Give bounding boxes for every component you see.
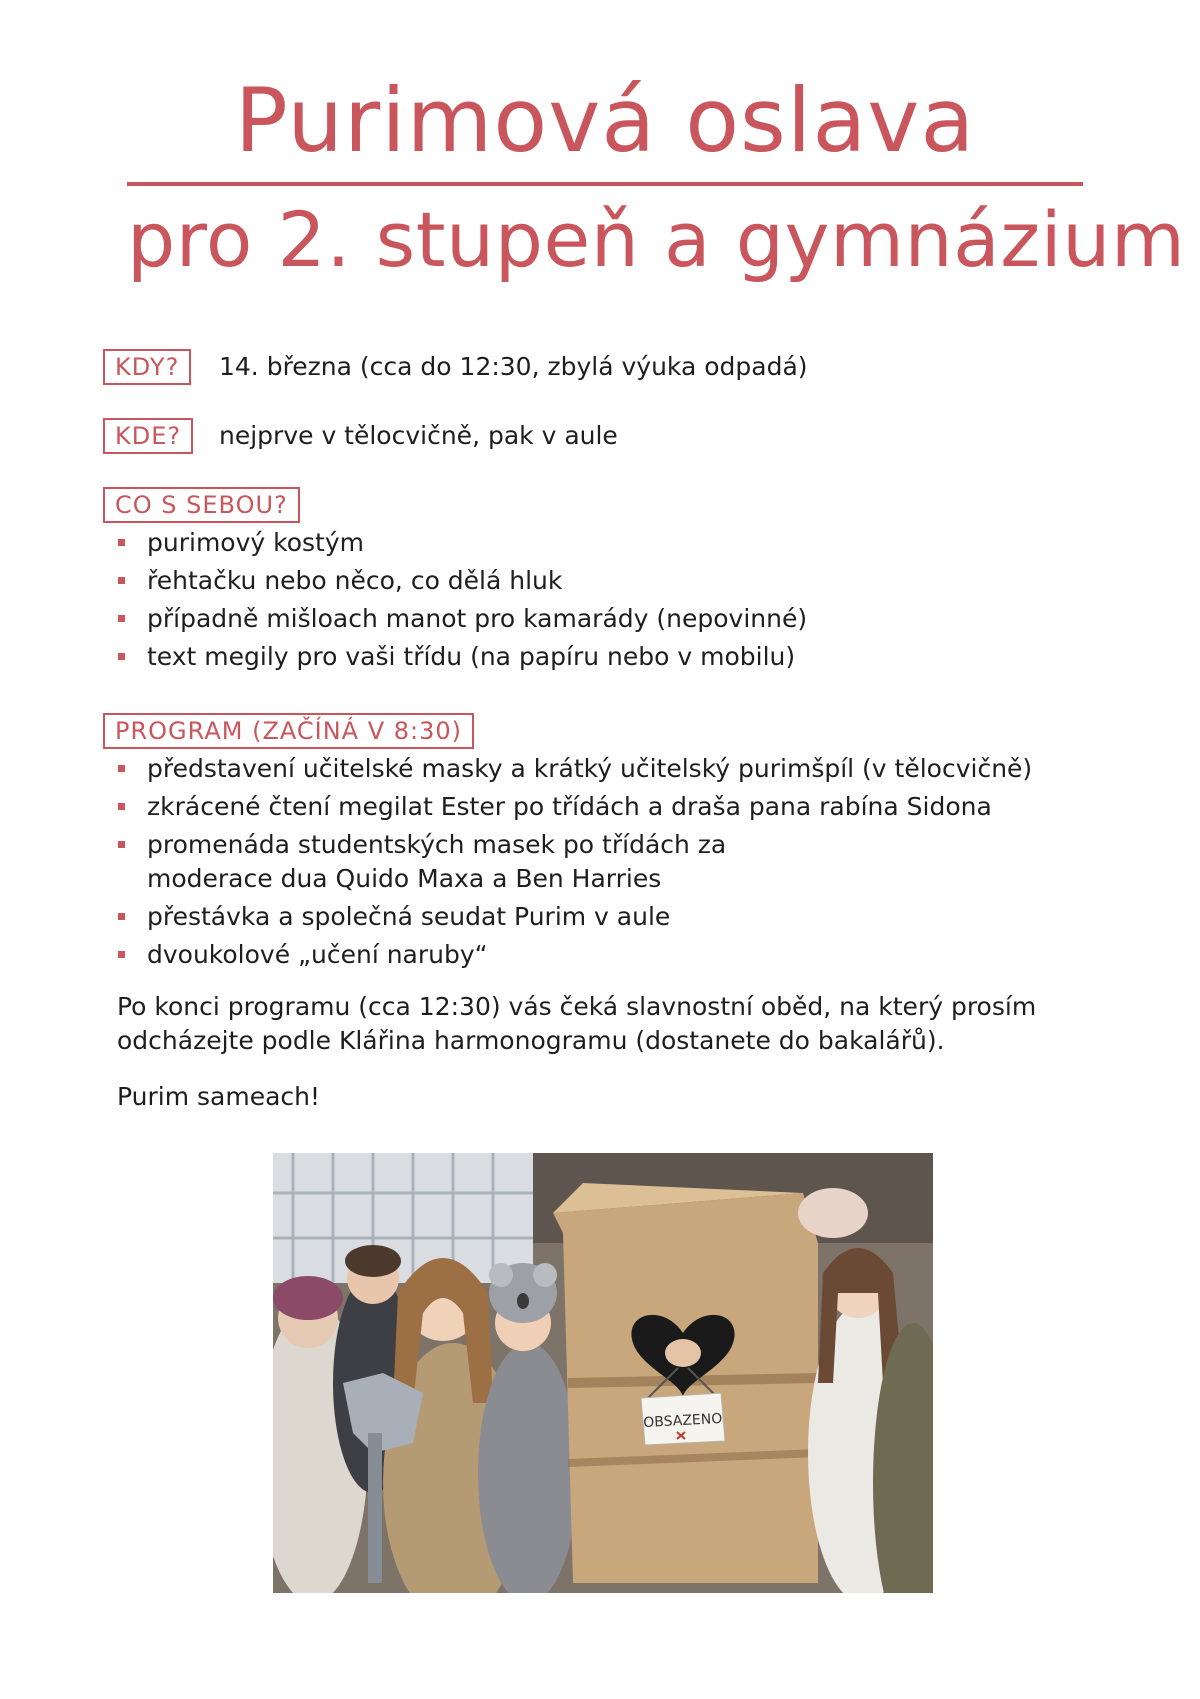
list-item: promenáda studentských masek po třídách za moderace dua Quido Maxa a Ben Harries: [118, 828, 847, 896]
closing-greeting: Purim sameach!: [117, 1082, 321, 1111]
event-photo-illustration: [273, 1153, 933, 1593]
bullet-marker: [118, 577, 125, 584]
page-title: Purimová oslava: [234, 69, 976, 172]
list-item: přestávka a společná seudat Purim v aule: [118, 900, 898, 934]
event-photo: [273, 1153, 933, 1593]
bullet-marker: [118, 803, 125, 810]
title-block: [127, 66, 1186, 290]
bullet-marker: [118, 951, 125, 958]
bullet-marker: [118, 653, 125, 660]
closing-paragraph: Po konci programu (cca 12:30) vás čeká slavnostní oběd, na který prosím odcházejte podle Klářina harmonogramu (dostanete do bakalářů).: [117, 992, 1037, 1055]
list-item: představení učitelské masky a krátký učitelský purimšpíl (v tělocvičně): [118, 752, 1047, 786]
list-item: purimový kostým: [118, 526, 807, 560]
list-item: případně mišloach manot pro kamarády (nepovinné): [118, 602, 807, 636]
list-item: zkrácené čtení megilat Ester po třídách a draša pana rabína Sidona: [118, 790, 1047, 824]
title-divider: [127, 182, 1083, 186]
bring-label: CO S SEBOU?: [103, 487, 300, 523]
where-label: KDE?: [103, 418, 193, 454]
bring-list: [118, 526, 807, 678]
list-item: dvoukolové „učení naruby“: [118, 938, 898, 972]
list-item: text megily pro vaši třídu (na papíru nebo v mobilu): [118, 640, 807, 674]
bullet-marker: [118, 841, 125, 848]
page-subtitle: pro 2. stupeň a gymnázium: [127, 195, 1186, 284]
bullet-marker: [118, 913, 125, 920]
program-list: [118, 752, 1033, 976]
bullet-marker: [118, 539, 125, 546]
bullet-marker: [118, 765, 125, 772]
program-label: PROGRAM (ZAČÍNÁ V 8:30): [103, 713, 474, 749]
list-item: řehtačku nebo něco, co dělá hluk: [118, 564, 807, 598]
where-text: nejprve v tělocvičně, pak v aule: [219, 421, 618, 450]
when-text: 14. března (cca do 12:30, zbylá výuka odpadá): [219, 352, 808, 381]
bullet-marker: [118, 615, 125, 622]
photo-sign-text: OBSAZENO: [642, 1410, 723, 1432]
when-label: KDY?: [103, 349, 191, 385]
